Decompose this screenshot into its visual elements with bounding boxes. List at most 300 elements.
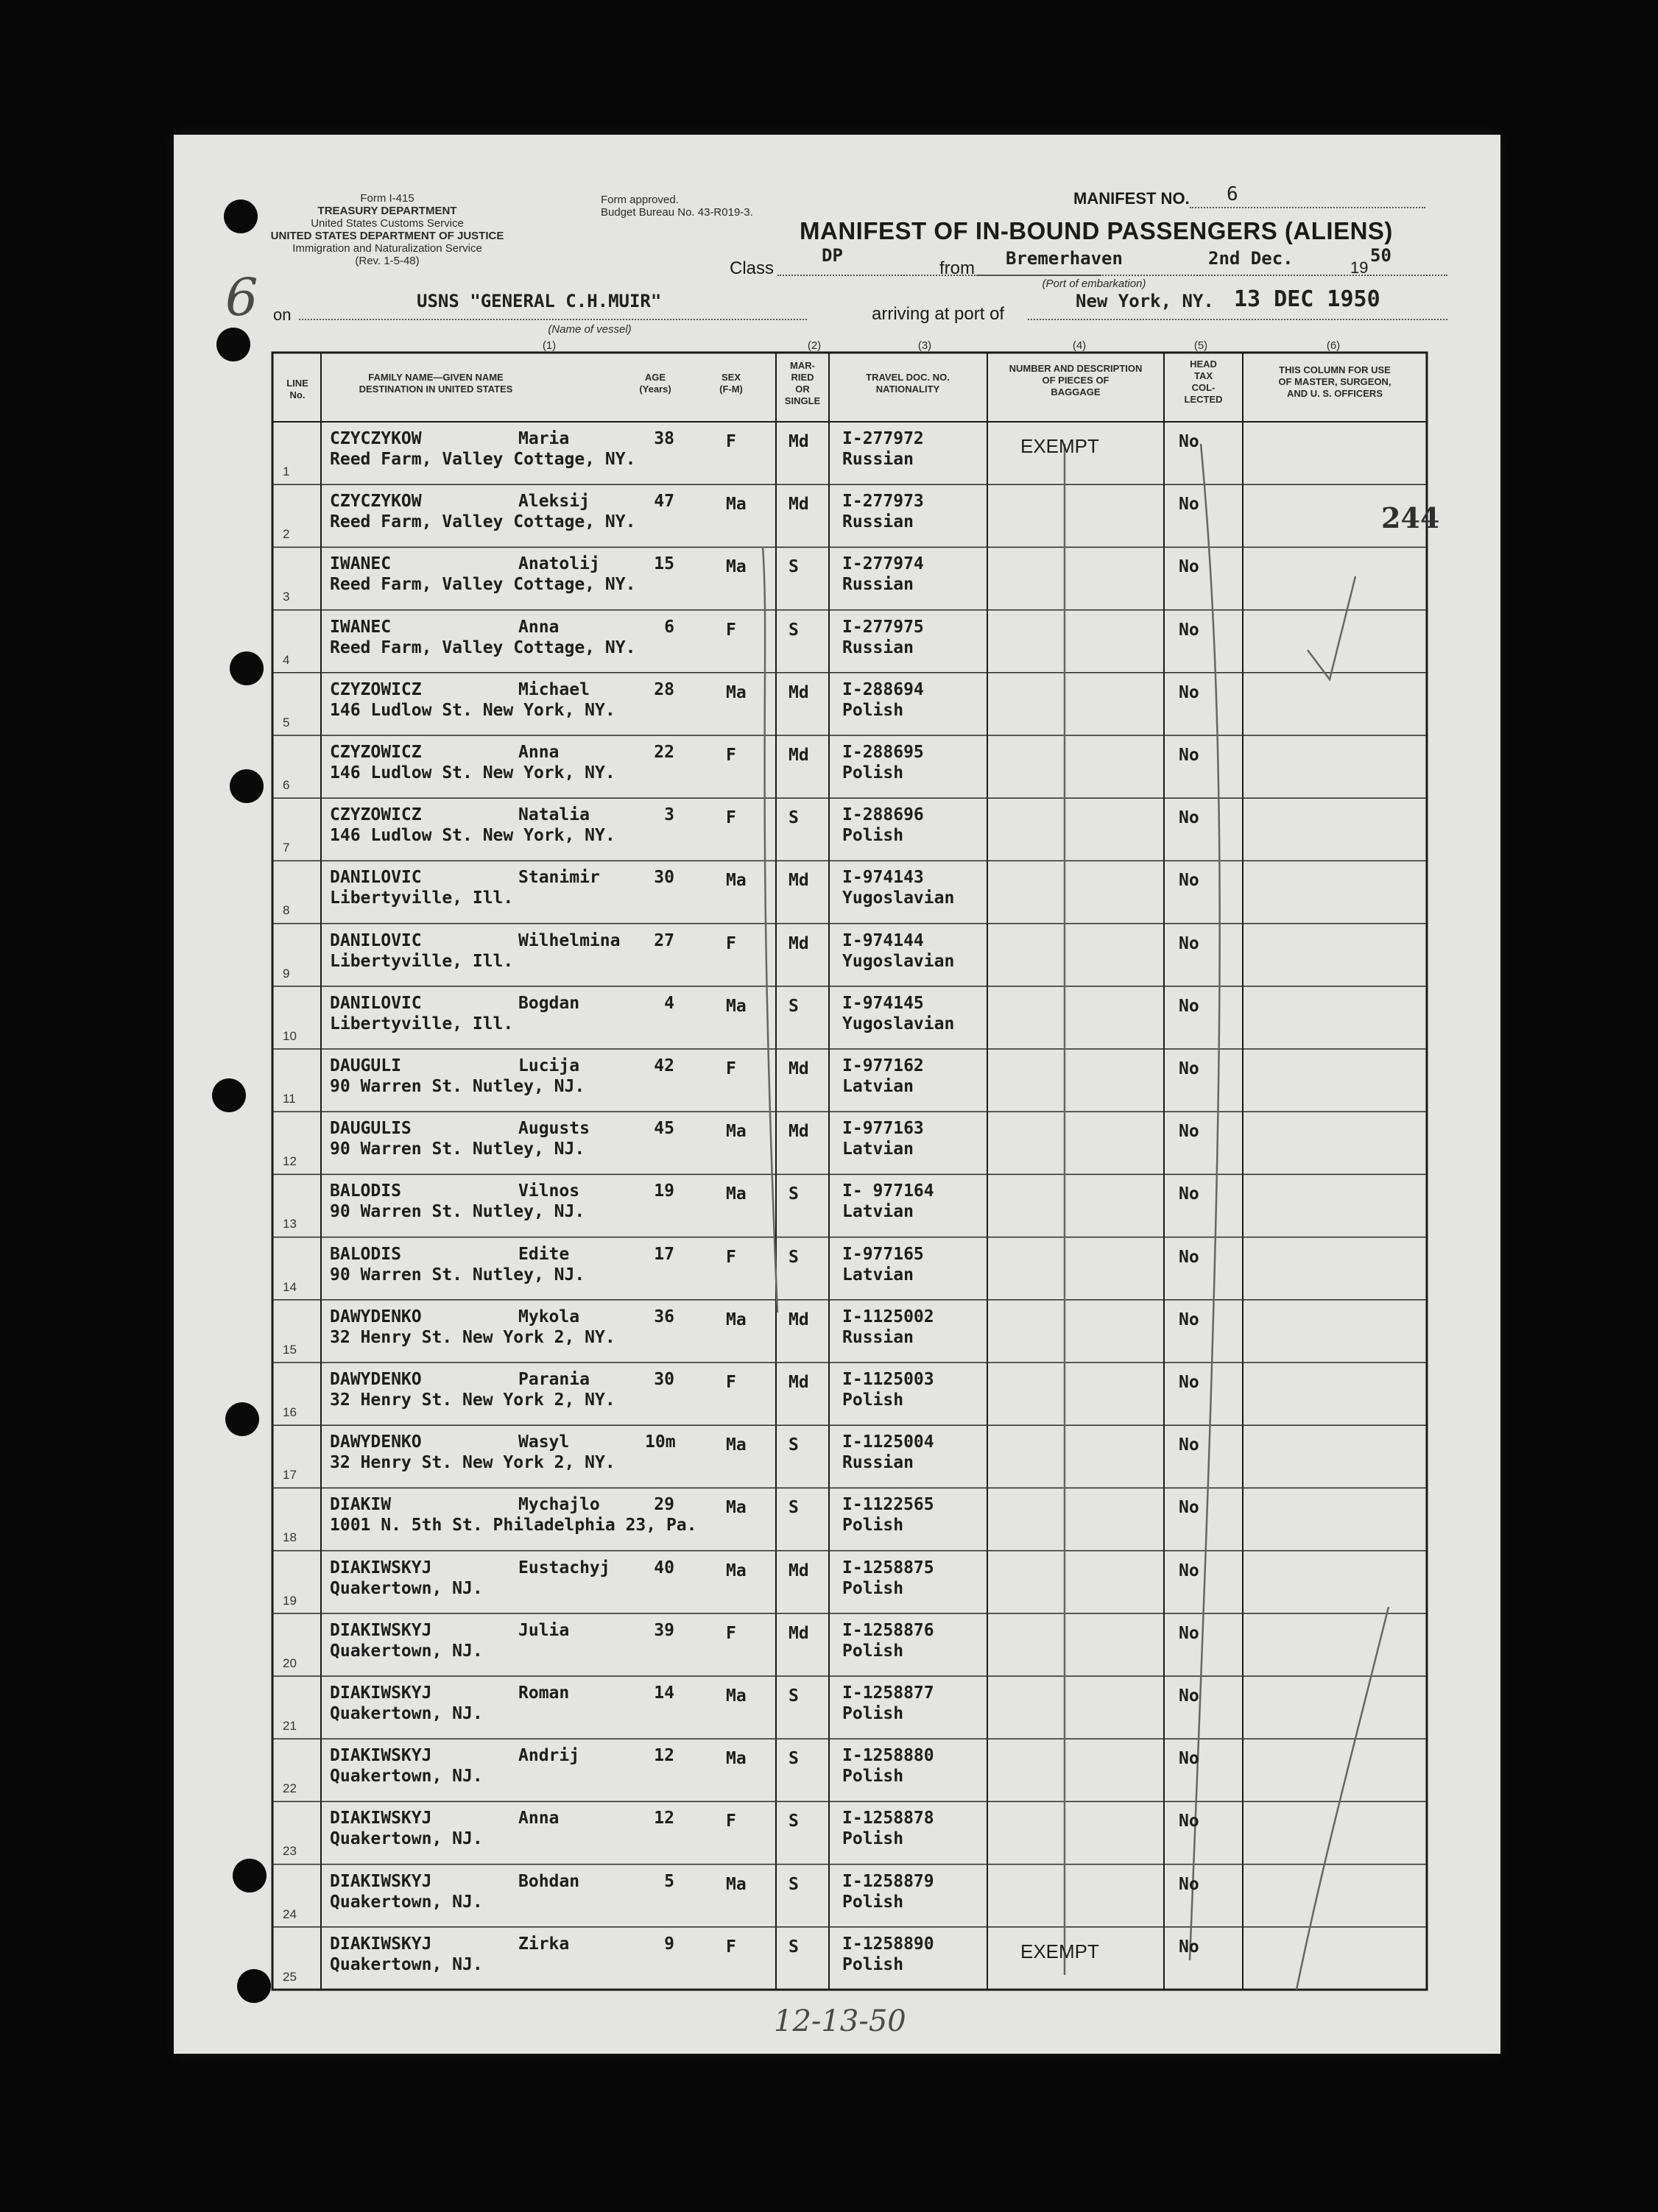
travel-doc-no: I-1258879	[842, 1871, 934, 1891]
given-name: Edite	[518, 1244, 570, 1264]
given-name: Aleksij	[518, 492, 590, 512]
destination: Reed Farm, Valley Cottage, NY.	[330, 637, 636, 657]
given-name: Mykola	[518, 1307, 580, 1326]
table-row	[174, 1363, 1322, 1425]
given-name: Mychajlo	[518, 1495, 600, 1515]
col-header-name: FAMILY NAME—GIVEN NAME DESTINATION IN UNITED STATES	[359, 372, 513, 395]
given-name: Lucija	[518, 1056, 580, 1075]
travel-doc-no: I-288694	[842, 679, 924, 699]
nationality: Latvian	[842, 1077, 914, 1096]
form-number: Form I-415	[360, 192, 415, 205]
marital-status: Md	[789, 432, 809, 451]
given-name: Anatolij	[518, 554, 600, 574]
head-tax: No	[1179, 1247, 1199, 1267]
sex: Ma	[726, 495, 747, 515]
form-approved: Form approved.	[601, 194, 679, 206]
table-row	[174, 673, 1322, 735]
age: 9	[664, 1934, 674, 1954]
col-header-married: MAR- RIED OR SINGLE	[784, 360, 821, 406]
budget-bureau: Budget Bureau No. 43-R019-3.	[601, 206, 753, 219]
nationality: Polish	[842, 1829, 904, 1849]
marital-status: S	[789, 1686, 799, 1706]
manifest-sheet	[174, 135, 1500, 2054]
col-header-travel: TRAVEL DOC. NO. NATIONALITY	[866, 372, 950, 395]
on-label: on	[273, 305, 292, 324]
line-number: 13	[283, 1217, 297, 1232]
table-row	[174, 1865, 1322, 1927]
line-number: 11	[283, 1092, 296, 1106]
year-prefix: 19	[1350, 258, 1369, 277]
marital-status: Md	[789, 1059, 809, 1078]
travel-doc-no: I-1258876	[842, 1620, 934, 1640]
given-name: Julia	[518, 1620, 570, 1640]
given-name: Michael	[518, 679, 590, 699]
marital-status: S	[789, 1812, 799, 1831]
given-name: Wilhelmina	[518, 930, 621, 950]
age: 19	[654, 1181, 674, 1201]
family-name: DAWYDENKO	[330, 1370, 422, 1389]
table-row	[174, 610, 1322, 673]
nationality: Polish	[842, 1641, 904, 1661]
destination: Reed Farm, Valley Cottage, NY.	[330, 575, 636, 595]
table-row	[174, 422, 1322, 484]
arrival-stamp: 13 DEC 1950	[1234, 286, 1380, 312]
sex: Ma	[726, 1435, 747, 1455]
family-name: IWANEC	[330, 617, 392, 637]
age: 6	[664, 617, 674, 637]
table-row	[174, 1488, 1322, 1550]
nationality: Latvian	[842, 1202, 914, 1222]
nationality: Latvian	[842, 1139, 914, 1159]
head-tax: No	[1179, 1373, 1199, 1392]
table-row	[174, 1237, 1322, 1300]
age: 29	[654, 1495, 674, 1515]
travel-doc-no: I-1122565	[842, 1495, 934, 1515]
line-number: 4	[283, 652, 290, 667]
sex: Ma	[726, 1749, 747, 1769]
line-number: 17	[283, 1468, 297, 1483]
line-number: 7	[283, 841, 290, 855]
travel-doc-no: I-977162	[842, 1056, 924, 1075]
line-number: 15	[283, 1342, 297, 1357]
head-tax: No	[1179, 682, 1199, 702]
line-number: 22	[283, 1781, 297, 1796]
family-name: DAUGULIS	[330, 1119, 412, 1139]
head-tax: No	[1179, 1749, 1199, 1769]
treasury-dept: TREASURY DEPARTMENT	[317, 205, 457, 217]
sex: F	[726, 808, 736, 828]
sex: F	[726, 1812, 736, 1831]
form-rev: (Rev. 1-5-48)	[355, 255, 420, 267]
sex: Ma	[726, 1498, 747, 1518]
marital-status: Md	[789, 746, 809, 765]
destination: Libertyville, Ill.	[330, 888, 514, 908]
travel-doc-no: I-1258875	[842, 1558, 934, 1577]
destination: 32 Henry St. New York 2, NY.	[330, 1327, 615, 1347]
justice-dept: UNITED STATES DEPARTMENT OF JUSTICE	[270, 230, 504, 242]
age: 17	[654, 1244, 674, 1264]
head-tax: No	[1179, 808, 1199, 828]
line-number: 16	[283, 1405, 297, 1419]
departure-date: 2nd Dec.	[1208, 248, 1294, 269]
age: 42	[654, 1056, 674, 1075]
marital-status: Md	[789, 933, 809, 953]
sex: F	[726, 1247, 736, 1267]
table-row	[174, 1300, 1322, 1363]
destination: Libertyville, Ill.	[330, 951, 514, 971]
table-row	[174, 798, 1322, 861]
family-name: DIAKIWSKYJ	[330, 1620, 432, 1640]
head-tax: No	[1179, 1874, 1199, 1894]
destination: 90 Warren St. Nutley, NJ.	[330, 1202, 585, 1222]
sex: Ma	[726, 1184, 747, 1204]
nationality: Polish	[842, 763, 904, 782]
sex: Ma	[726, 1310, 747, 1329]
line-number: 19	[283, 1593, 297, 1608]
age: 12	[654, 1809, 674, 1828]
given-name: Parania	[518, 1370, 590, 1389]
nationality: Polish	[842, 1954, 904, 1974]
class-value: DP	[822, 245, 843, 266]
line-number: 1	[283, 464, 290, 478]
port-embarkation-caption: (Port of embarkation)	[1042, 278, 1146, 290]
table-row	[174, 1801, 1322, 1864]
head-tax: No	[1179, 933, 1199, 953]
destination: 90 Warren St. Nutley, NJ.	[330, 1139, 585, 1159]
age: 14	[654, 1683, 674, 1703]
travel-doc-no: I-977165	[842, 1244, 924, 1264]
head-tax: No	[1179, 1812, 1199, 1831]
sex: Ma	[726, 1561, 747, 1580]
table-row	[174, 924, 1322, 986]
travel-doc-no: I-277974	[842, 554, 924, 574]
given-name: Bohdan	[518, 1871, 580, 1891]
age: 30	[654, 868, 674, 888]
age: 40	[654, 1558, 674, 1577]
travel-doc-no: I-277975	[842, 617, 924, 637]
travel-doc-no: I-288696	[842, 805, 924, 825]
marital-status: Md	[789, 495, 809, 515]
family-name: DANILOVIC	[330, 930, 422, 950]
sex: F	[726, 620, 736, 640]
col-header-officers: THIS COLUMN FOR USE OF MASTER, SURGEON, AND U. S. OFFICERS	[1278, 364, 1391, 399]
family-name: CZYZOWICZ	[330, 743, 422, 762]
nationality: Yugoslavian	[842, 1014, 955, 1033]
line-number: 9	[283, 966, 290, 980]
given-name: Stanimir	[518, 868, 600, 888]
customs-service: United States Customs Service	[311, 217, 464, 230]
travel-doc-no: I-277973	[842, 492, 924, 512]
marital-status: Md	[789, 1623, 809, 1643]
line-number: 21	[283, 1719, 297, 1733]
family-name: DIAKIWSKYJ	[330, 1746, 432, 1766]
table-row	[174, 1112, 1322, 1174]
age: 5	[664, 1871, 674, 1891]
destination: 1001 N. 5th St. Philadelphia 23, Pa.	[330, 1516, 697, 1536]
age: 38	[654, 429, 674, 448]
table-row	[174, 986, 1322, 1049]
travel-doc-no: I-1125004	[842, 1432, 934, 1452]
destination: 146 Ludlow St. New York, NY.	[330, 700, 615, 720]
head-tax: No	[1179, 620, 1199, 640]
sex: Ma	[726, 682, 747, 702]
sex: Ma	[726, 1686, 747, 1706]
nationality: Yugoslavian	[842, 951, 955, 971]
destination: Reed Farm, Valley Cottage, NY.	[330, 512, 636, 532]
destination: Libertyville, Ill.	[330, 1014, 514, 1033]
head-tax: No	[1179, 1623, 1199, 1643]
line-number: 12	[283, 1154, 297, 1169]
table-row	[174, 1739, 1322, 1801]
destination: Quakertown, NJ.	[330, 1578, 483, 1598]
travel-doc-no: I-1125003	[842, 1370, 934, 1389]
family-name: DIAKIWSKYJ	[330, 1683, 432, 1703]
age: 36	[654, 1307, 674, 1326]
sex: F	[726, 1373, 736, 1392]
age: 30	[654, 1370, 674, 1389]
age: 45	[654, 1119, 674, 1139]
head-tax: No	[1179, 557, 1199, 577]
marital-status: S	[789, 808, 799, 828]
table-row	[174, 1049, 1322, 1112]
col-number-3: (3)	[917, 339, 932, 352]
travel-doc-no: I-1258878	[842, 1809, 934, 1828]
vessel-caption: (Name of vessel)	[548, 323, 632, 336]
table-row	[174, 484, 1322, 547]
handwritten-side-number: 244	[1381, 501, 1440, 534]
given-name: Anna	[518, 1809, 560, 1828]
line-number: 5	[283, 715, 290, 729]
line-number: 2	[283, 527, 290, 542]
marital-status: S	[789, 620, 799, 640]
marital-status: Md	[789, 682, 809, 702]
destination: Reed Farm, Valley Cottage, NY.	[330, 450, 636, 469]
head-tax: No	[1179, 1059, 1199, 1078]
head-tax: No	[1179, 1122, 1199, 1142]
from-label: from	[939, 258, 975, 278]
given-name: Natalia	[518, 805, 590, 825]
family-name: CZYZOWICZ	[330, 805, 422, 825]
head-tax: No	[1179, 1184, 1199, 1204]
line-number: 25	[283, 1969, 297, 1984]
travel-doc-no: I-974144	[842, 930, 924, 950]
age: 47	[654, 492, 674, 512]
given-name: Bogdan	[518, 993, 580, 1013]
sex: Ma	[726, 1874, 747, 1894]
head-tax: No	[1179, 1498, 1199, 1518]
given-name: Roman	[518, 1683, 570, 1703]
nationality: Polish	[842, 1767, 904, 1787]
family-name: IWANEC	[330, 554, 392, 574]
head-tax: No	[1179, 996, 1199, 1016]
line-number: 3	[283, 590, 290, 604]
sex: Ma	[726, 557, 747, 577]
sex: F	[726, 746, 736, 765]
destination: Quakertown, NJ.	[330, 1892, 483, 1912]
table-row	[174, 1551, 1322, 1614]
destination: Quakertown, NJ.	[330, 1767, 483, 1787]
age: 4	[664, 993, 674, 1013]
nationality: Russian	[842, 450, 914, 469]
travel-doc-no: I-974145	[842, 993, 924, 1013]
age: 10m	[645, 1432, 676, 1452]
given-name: Augusts	[518, 1119, 590, 1139]
class-label: Class	[730, 258, 775, 278]
sex: F	[726, 432, 736, 451]
age: 39	[654, 1620, 674, 1640]
baggage: EXEMPT	[1020, 1940, 1099, 1962]
travel-doc-no: I-288695	[842, 743, 924, 762]
manifest-title: MANIFEST OF IN-BOUND PASSENGERS (ALIENS)	[800, 217, 1393, 244]
col-header-baggage: NUMBER AND DESCRIPTION OF PIECES OF BAGGAGE	[1009, 363, 1143, 397]
nationality: Russian	[842, 575, 914, 595]
destination: 32 Henry St. New York 2, NY.	[330, 1391, 615, 1410]
col-number-4: (4)	[1072, 339, 1087, 352]
family-name: DIAKIWSKYJ	[330, 1871, 432, 1891]
marital-status: S	[789, 557, 799, 577]
manifest-no-label: MANIFEST NO.	[1073, 189, 1190, 208]
marital-status: S	[789, 1184, 799, 1204]
table-row	[174, 735, 1322, 798]
age: 28	[654, 679, 674, 699]
table-row	[174, 1174, 1322, 1237]
head-tax: No	[1179, 1686, 1199, 1706]
marital-status: S	[789, 1749, 799, 1769]
head-tax: No	[1179, 495, 1199, 515]
destination: 146 Ludlow St. New York, NY.	[330, 763, 615, 782]
table-row	[174, 1676, 1322, 1739]
marital-status: S	[789, 1498, 799, 1518]
travel-doc-no: I-1125002	[842, 1307, 934, 1326]
given-name: Andrij	[518, 1746, 580, 1766]
nationality: Latvian	[842, 1265, 914, 1285]
nationality: Polish	[842, 1516, 904, 1536]
family-name: DANILOVIC	[330, 868, 422, 888]
family-name: CZYZOWICZ	[330, 679, 422, 699]
sex: Ma	[726, 996, 747, 1016]
nationality: Polish	[842, 1391, 904, 1410]
destination: Quakertown, NJ.	[330, 1704, 483, 1723]
travel-doc-no: I-277972	[842, 429, 924, 448]
nationality: Polish	[842, 1704, 904, 1723]
family-name: DAWYDENKO	[330, 1432, 422, 1452]
family-name: DAUGULI	[330, 1056, 401, 1075]
family-name: CZYCZYKOW	[330, 429, 422, 448]
line-number: 24	[283, 1907, 297, 1921]
sex: F	[726, 1059, 736, 1078]
head-tax: No	[1179, 746, 1199, 765]
age: 3	[664, 805, 674, 825]
given-name: Anna	[518, 617, 560, 637]
nationality: Polish	[842, 700, 904, 720]
table-row	[174, 1614, 1322, 1676]
given-name: Eustachyj	[518, 1558, 610, 1577]
table-row	[174, 547, 1322, 609]
line-number: 20	[283, 1656, 297, 1670]
age: 22	[654, 743, 674, 762]
travel-doc-no: I-1258890	[842, 1934, 934, 1954]
family-name: DIAKIWSKYJ	[330, 1934, 432, 1954]
marital-status: S	[789, 1937, 799, 1957]
age: 12	[654, 1746, 674, 1766]
table-row	[174, 861, 1322, 923]
family-name: DIAKIWSKYJ	[330, 1809, 432, 1828]
vessel-name: USNS "GENERAL C.H.MUIR"	[417, 291, 662, 311]
head-tax: No	[1179, 1937, 1199, 1957]
col-number-6: (6)	[1326, 339, 1341, 352]
sex: Ma	[726, 871, 747, 891]
col-number-5: (5)	[1193, 339, 1208, 352]
line-number: 6	[283, 778, 290, 792]
head-tax: No	[1179, 1310, 1199, 1329]
col-header-line: LINE No.	[286, 378, 308, 400]
col-header-sex: SEX (F-M)	[719, 372, 743, 395]
marital-status: Md	[789, 1310, 809, 1329]
line-number: 14	[283, 1279, 297, 1294]
given-name: Anna	[518, 743, 560, 762]
year-value: 50	[1370, 245, 1391, 266]
destination: Quakertown, NJ.	[330, 1641, 483, 1661]
family-name: BALODIS	[330, 1181, 401, 1201]
line-number: 8	[283, 903, 290, 918]
nationality: Russian	[842, 1327, 914, 1347]
family-name: DIAKIW	[330, 1495, 392, 1515]
sex: Ma	[726, 1122, 747, 1142]
marital-status: Md	[789, 871, 809, 891]
family-name: CZYCZYKOW	[330, 492, 422, 512]
handwritten-margin-mark: 6	[225, 267, 258, 328]
nationality: Yugoslavian	[842, 888, 955, 908]
ins-service: Immigration and Naturalization Service	[292, 242, 482, 255]
head-tax: No	[1179, 871, 1199, 891]
table-row	[174, 1927, 1322, 1990]
line-number: 18	[283, 1530, 297, 1545]
col-number-1: (1)	[542, 339, 557, 352]
marital-status: S	[789, 1874, 799, 1894]
nationality: Russian	[842, 512, 914, 532]
col-header-age: AGE (Years)	[639, 372, 671, 395]
marital-status: Md	[789, 1373, 809, 1392]
family-name: DIAKIWSKYJ	[330, 1558, 432, 1577]
given-name: Zirka	[518, 1934, 570, 1954]
arriving-label: arriving at port of	[872, 304, 1005, 324]
nationality: Polish	[842, 1892, 904, 1912]
destination: Quakertown, NJ.	[330, 1954, 483, 1974]
marital-status: S	[789, 1247, 799, 1267]
nationality: Polish	[842, 826, 904, 846]
head-tax: No	[1179, 1561, 1199, 1580]
handwritten-bottom-date: 12-13-50	[774, 2004, 906, 2038]
line-number: 10	[283, 1028, 297, 1043]
age: 27	[654, 930, 674, 950]
travel-doc-no: I-974143	[842, 868, 924, 888]
destination: 90 Warren St. Nutley, NJ.	[330, 1077, 585, 1096]
marital-status: S	[789, 1435, 799, 1455]
port-embarkation: Bremerhaven	[1006, 248, 1123, 269]
given-name: Maria	[518, 429, 570, 448]
table-row	[174, 1425, 1322, 1488]
marital-status: S	[789, 996, 799, 1016]
age: 15	[654, 554, 674, 574]
line-number: 23	[283, 1844, 297, 1859]
travel-doc-no: I-1258877	[842, 1683, 934, 1703]
family-name: BALODIS	[330, 1244, 401, 1264]
nationality: Polish	[842, 1578, 904, 1598]
marital-status: Md	[789, 1561, 809, 1580]
travel-doc-no: I-1258880	[842, 1746, 934, 1766]
given-name: Vilnos	[518, 1181, 580, 1201]
destination: 146 Ludlow St. New York, NY.	[330, 826, 615, 846]
